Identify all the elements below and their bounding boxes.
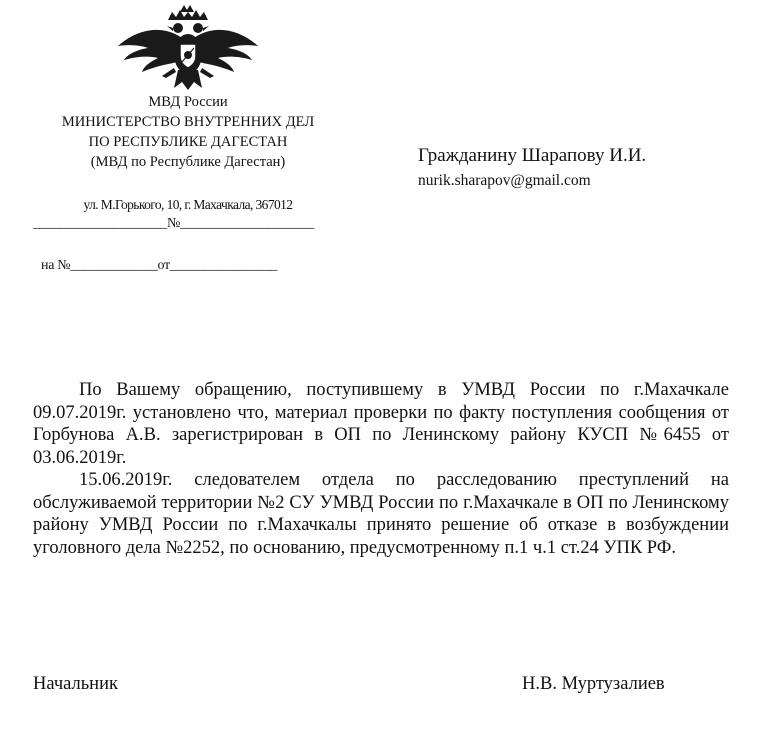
- org-address: ул. М.Горького, 10, г. Махачкала, 367012: [83, 197, 293, 212]
- recipient-name: Гражданину Шарапову И.И.: [418, 145, 647, 166]
- mvd-eagle-emblem-icon: [112, 4, 262, 92]
- registration-number-line: ____________________№____________________: [33, 216, 315, 231]
- recipient-block: [418, 144, 646, 192]
- reference-number-line: на №_____________от________________: [41, 258, 277, 273]
- organization-block: [18, 92, 358, 172]
- signatory-title: Начальник: [33, 674, 118, 694]
- letter-body: [33, 379, 729, 559]
- org-short-name: МВД России: [148, 94, 228, 110]
- body-paragraph-2: 15.06.2019г. следователем отдела по расследованию преступлений на обслуживаемой территории №2 СУ УМВД России по г.Махачкале в ОП по Ленинскому району УМВД России по г.Махачкалы принято решение об отказе в возбуждении уголовного дела №2252, по основанию, предусмотренному п.1 ч.1 ст.24 УПК РФ.: [33, 470, 729, 558]
- recipient-email: nurik.sharapov@gmail.com: [418, 172, 591, 189]
- org-abbreviation: (МВД по Республике Дагестан): [90, 154, 286, 170]
- body-paragraph-1: По Вашему обращению, поступившему в УМВД России по г.Махачкале 09.07.2019г. установлено что, материал проверки по факту поступления сообщения от Горбунова А.В. зарегистрирован в ОП по Ленинскому району КУСП №6455 от 03.06.2019г.: [33, 380, 729, 468]
- signatory-name: Н.В. Муртузалиев: [522, 674, 665, 694]
- org-region: ПО РЕСПУБЛИКЕ ДАГЕСТАН: [88, 134, 288, 150]
- org-full-name: МИНИСТЕРСТВО ВНУТРЕННИХ ДЕЛ: [61, 114, 315, 130]
